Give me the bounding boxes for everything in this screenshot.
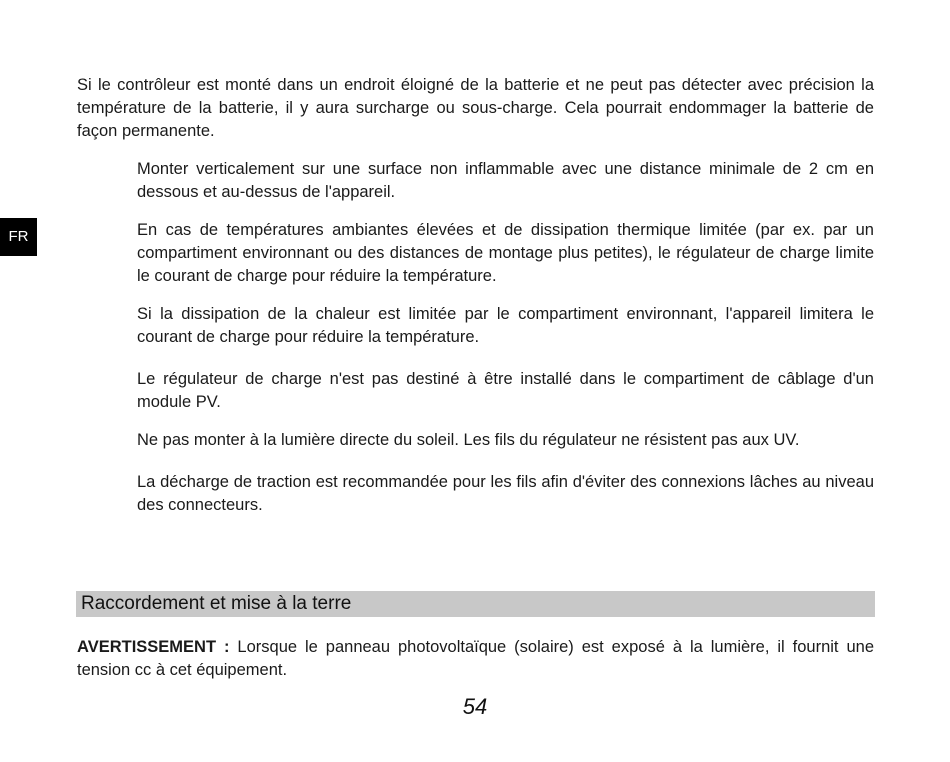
instruction-paragraph-3: Si la dissipation de la chaleur est limitée par le compartiment environnant, l'appareil limitera le courant de charge pour réduire la température. (137, 305, 874, 346)
instruction-paragraph-4: Le régulateur de charge n'est pas destiné à être installé dans le compartiment de câblage d'un module PV. (137, 370, 874, 411)
intro-paragraph: Si le contrôleur est monté dans un endroit éloigné de la batterie et ne peut pas détecter avec précision la température de la batterie, il y aura surcharge ou sous-charge. Cela pourrait endommager la batterie de façon permanente. (77, 76, 874, 140)
page-number: 54 (462, 694, 488, 719)
instruction-paragraph-1: Monter verticalement sur une surface non inflammable avec une distance minimale de 2 cm en dessous et au-dessus de l'appareil. (137, 160, 874, 201)
page-content (77, 74, 874, 517)
warning-label: AVERTISSEMENT : (77, 638, 230, 656)
instruction-paragraph-5: Ne pas monter à la lumière directe du soleil. Les fils du régulateur ne résistent pas aux UV. (137, 431, 800, 449)
instruction-paragraph-6: La décharge de traction est recommandée pour les fils afin d'éviter des connexions lâches au niveau des connecteurs. (137, 473, 874, 514)
language-tab: FR (0, 218, 37, 256)
section-heading-bar (76, 591, 875, 617)
warning-text: Lorsque le panneau photovoltaïque (solaire) est exposé à la lumière, il fournit une tension cc à cet équipement. (77, 638, 874, 679)
section-heading: Raccordement et mise à la terre (81, 593, 352, 614)
instruction-paragraph-2: En cas de températures ambiantes élevées et de dissipation thermique limitée (par ex. par un compartiment environnant ou des distances de montage plus petites), le régulateur de charge limite le courant de charge pour réduire la température. (137, 221, 874, 285)
warning-paragraph (77, 636, 874, 682)
